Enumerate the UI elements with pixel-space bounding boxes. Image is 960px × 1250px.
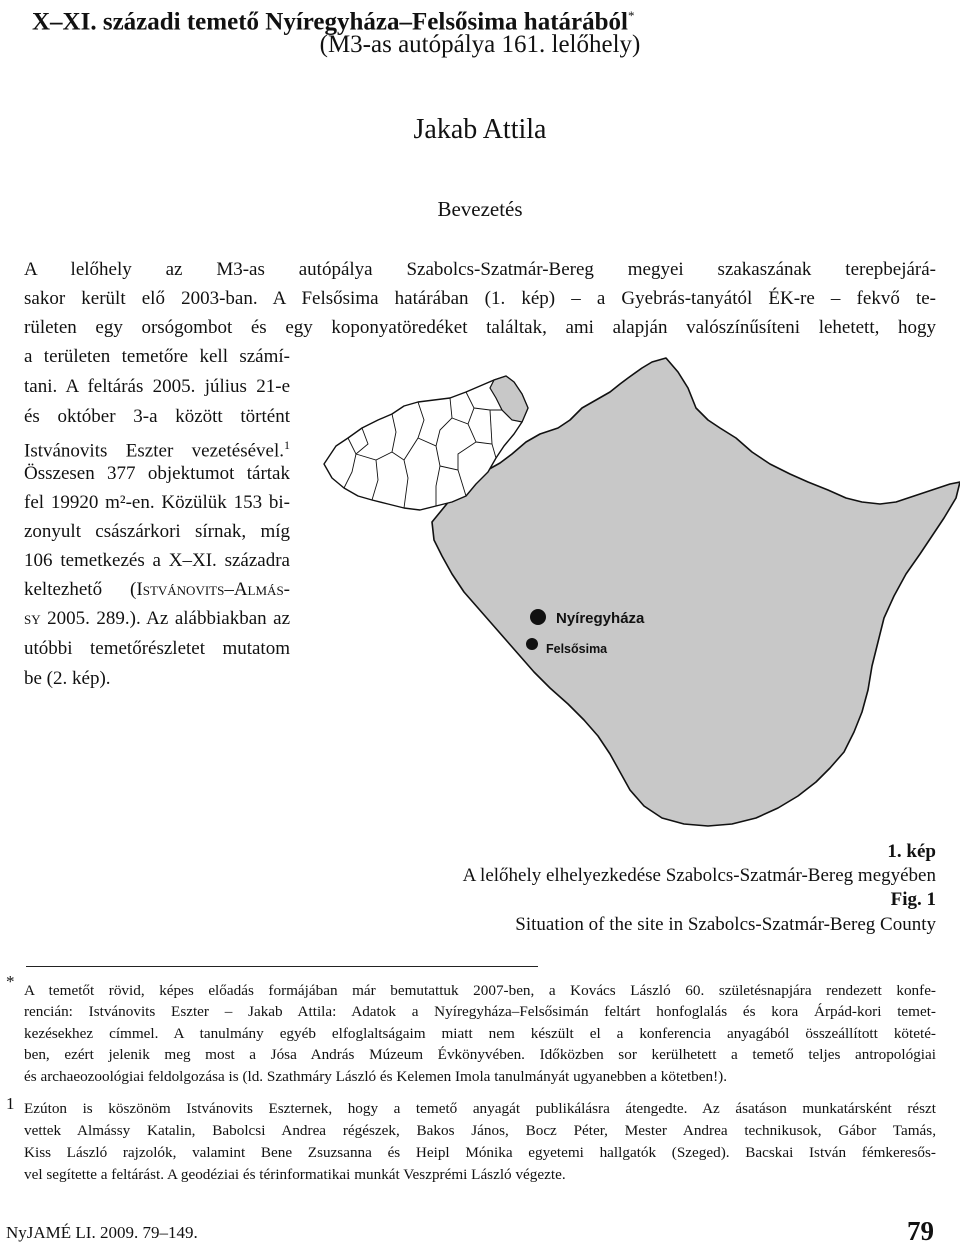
title-footnote-mark: * (627, 8, 635, 23)
caption-hu-label: 1. kép (887, 841, 936, 862)
location-map (300, 350, 960, 840)
footnote-ref-1: 1 (284, 438, 290, 452)
felsosima-label: Felsősima (546, 642, 608, 656)
footnote-star-mark: * (6, 972, 15, 991)
title-text: X–XI. századi temető Nyíregyháza–Felsősima határából (32, 8, 628, 36)
body-line-13-text: 2005. 289.). Az alábbiakban az (40, 608, 290, 629)
body-line-13 (24, 607, 290, 631)
nyiregyhaza-marker (530, 609, 546, 625)
citation-authors-end: sy (24, 608, 41, 629)
body-line-3: rületen egy orsógombot és egy koponyatöredéket találtak, ami alapján valószínűsíteni lehetett, hogy (24, 317, 936, 338)
footnote-star-line-4: ben, ezért jelenik meg most a Jósa András Múzeum Évkönyvében. Időközben sor kerülhetett a temető teljes antropológiai (24, 1046, 936, 1063)
body-line-10: zonyult császárkori sírnak, míg (24, 521, 290, 542)
footnote-star-line-3: kezésekhez címmel. A tanulmány egyéb elfoglaltságaim miatt nem készült el a konferencia anyagából összeállított köteté- (24, 1025, 936, 1042)
footnote-one-line-1: Ezúton is köszönöm Istvánovits Eszternek, hogy a temető anyagát publikálásra átengedte. Az ásatáson munkatársként részt (24, 1100, 936, 1117)
body-line-7-text: Istvánovits Eszter vezetésével. (24, 440, 284, 462)
footnote-one-mark: 1 (6, 1094, 15, 1113)
author-name: Jakab Attila (413, 114, 547, 145)
footnote-star-line-5: és archaeozoológiai feldolgozása is (ld. Szathmáry László és Kelemen Imola tanulmányát ugyanebben a kötetben!). (24, 1068, 728, 1085)
body-line-7 (24, 433, 290, 463)
footnote-star-line-1: A temetőt rövid, képes előadás formájában már bemutattuk 2007-ben, a Kovács László 60. születésnapjára rendezett konfe- (24, 982, 936, 999)
caption-hu-text: A lelőhely elhelyezkedése Szabolcs-Szatmár-Bereg megyében (462, 865, 936, 886)
body-line-5: tani. A feltárás 2005. július 21-e (24, 376, 290, 397)
page-number: 79 (907, 1216, 934, 1246)
body-line-15: be (2. kép). (24, 668, 111, 689)
body-line-14: utóbbi temetőrészletet mutatom (24, 638, 290, 659)
body-line-6: és október 3-a között történt (24, 406, 290, 427)
caption-en-label: Fig. 1 (890, 889, 936, 910)
nyiregyhaza-label: Nyíregyháza (556, 610, 645, 627)
citation-authors: Istvánovits–Almás- (136, 579, 290, 600)
body-line-9: fel 19920 m²-en. Közülük 153 bi- (24, 492, 290, 513)
body-line-12 (24, 578, 290, 602)
body-line-11: 106 temetkezés a X–XI. századra (24, 550, 290, 571)
footnote-one-line-2: vettek Almássy Katalin, Babolcsi Andrea régészek, Bakos János, Bocz Péter, Mester Andrea technikusok, Gábor Tamás, (24, 1122, 936, 1139)
paper-title-line2: (M3-as autópálya 161. lelőhely) (319, 31, 641, 58)
body-line-2: sakor került elő 2003-ban. A Felsősima határában (1. kép) – a Gyebrás-tanyától ÉK-re – fekvő te- (24, 288, 936, 309)
section-heading: Bevezetés (437, 197, 523, 221)
footnote-separator (26, 966, 538, 967)
footnote-star-line-2: rencián: Istvánovits Eszter – Jakab Attila: Adatok a Nyíregyháza–Felsősimán feltárt honfoglalás és kora Árpád-kori temet- (24, 1003, 936, 1020)
journal-citation: NyJAMÉ LI. 2009. 79–149. (6, 1223, 198, 1242)
body-line-8: Összesen 377 objektumot tártak (24, 463, 290, 484)
footnote-one-line-3: Kiss László rajzolók, valamint Bene Zsuzsanna és Heipl Mónika egyetemi hallgatók (Szeged). Bacskai István fémkeresős- (24, 1144, 936, 1161)
body-line-1: A lelőhely az M3-as autópálya Szabolcs-Szatmár-Bereg megyei szakaszának terepbejárá- (24, 259, 936, 280)
felsosima-marker (526, 638, 538, 650)
caption-en-text: Situation of the site in Szabolcs-Szatmár-Bereg County (515, 914, 936, 935)
body-line-12-text: keltezhető ( (24, 579, 137, 600)
footnote-one-line-4: vel segítette a feltárást. A geodéziai és térinformatikai munkát Veszprémi László végezte. (24, 1166, 566, 1183)
body-line-4: a területen temetőre kell számí- (24, 346, 290, 367)
